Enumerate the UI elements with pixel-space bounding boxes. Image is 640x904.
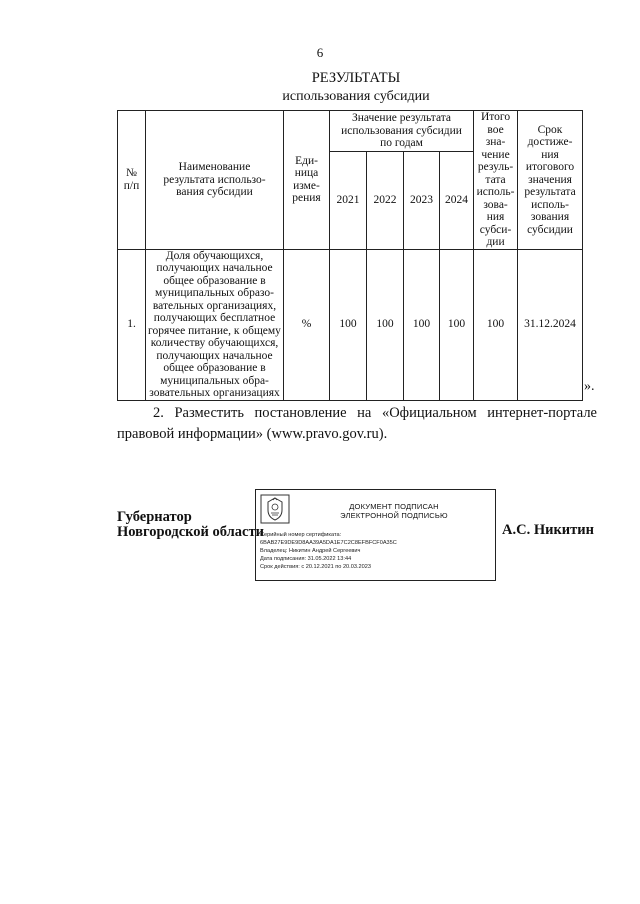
stamp-signed-date: Дата подписания: 31.05.2022 13:44 bbox=[260, 556, 352, 562]
position-line-1: Губернатор bbox=[117, 509, 192, 525]
table-row bbox=[118, 249, 583, 400]
stamp-serial-label: Серийный номер сертификата: bbox=[260, 532, 342, 538]
stamp-heading bbox=[304, 502, 484, 520]
header-year: 2022 bbox=[367, 151, 404, 249]
header-by-years: Значение результата использования субсидии по годам bbox=[330, 111, 474, 152]
row-total: 100 bbox=[474, 249, 518, 400]
row-name: Доля обучающихся, получающих начальное общее образование в муниципальных образо- вательных организациях, получающих бесплатное горячее питание, к общему количеству обучающихся, получающих начальное общее образование в муниципальных обра- зовательных организациях bbox=[146, 249, 284, 400]
header-year: 2024 bbox=[440, 151, 474, 249]
stamp-heading-line-1: ДОКУМЕНТ ПОДПИСАН bbox=[349, 502, 439, 511]
row-value-2021: 100 bbox=[330, 249, 367, 400]
header-num: № п/п bbox=[118, 111, 146, 250]
paragraph-2-line-1: 2. Разместить постановление на «Официальном интернет-портале bbox=[153, 405, 597, 421]
stamp-owner: Владелец: Никитин Андрей Сергеевич bbox=[260, 548, 361, 554]
stamp-heading-line-2: ЭЛЕКТРОННОЙ ПОДПИСЬЮ bbox=[340, 511, 448, 520]
coat-of-arms-icon bbox=[260, 494, 290, 524]
row-value-2023: 100 bbox=[404, 249, 440, 400]
header-year: 2021 bbox=[330, 151, 367, 249]
closing-quote: ». bbox=[584, 379, 595, 394]
row-deadline: 31.12.2024 bbox=[518, 249, 583, 400]
stamp-validity: Срок действия: с 20.12.2021 по 20.03.2023 bbox=[260, 564, 371, 570]
row-unit: % bbox=[284, 249, 330, 400]
signatory-name: А.С. Никитин bbox=[502, 522, 594, 538]
page-number: 6 bbox=[316, 45, 324, 60]
header-row bbox=[118, 111, 583, 152]
row-value-2022: 100 bbox=[367, 249, 404, 400]
results-table bbox=[117, 110, 583, 401]
header-name: Наименование результата использо- вания субсидии bbox=[146, 111, 284, 250]
stamp-serial: 6BAB27E9DE9D8AA39A5DA1E7C2C8EFBFCF0A35C bbox=[260, 540, 397, 546]
document-subtitle: использования субсидии bbox=[282, 89, 430, 104]
header-unit: Еди- ница изме- рения bbox=[284, 111, 330, 250]
position-line-2: Новгородской области bbox=[117, 524, 264, 540]
paragraph-2-line-2: правовой информации» (www.pravo.gov.ru). bbox=[117, 426, 388, 442]
row-value-2024: 100 bbox=[440, 249, 474, 400]
document-title: РЕЗУЛЬТАТЫ bbox=[311, 70, 401, 86]
e-signature-stamp bbox=[255, 489, 496, 581]
header-year: 2023 bbox=[404, 151, 440, 249]
header-deadline: Срок достиже- ния итогового значения результата исполь- зования субсидии bbox=[518, 111, 583, 250]
signatory-position bbox=[117, 510, 264, 540]
row-num: 1. bbox=[118, 249, 146, 400]
stamp-details bbox=[260, 531, 397, 571]
header-total: Итого вое зна- чение резуль- тата исполь- зова- ния субси- дии bbox=[474, 111, 518, 250]
